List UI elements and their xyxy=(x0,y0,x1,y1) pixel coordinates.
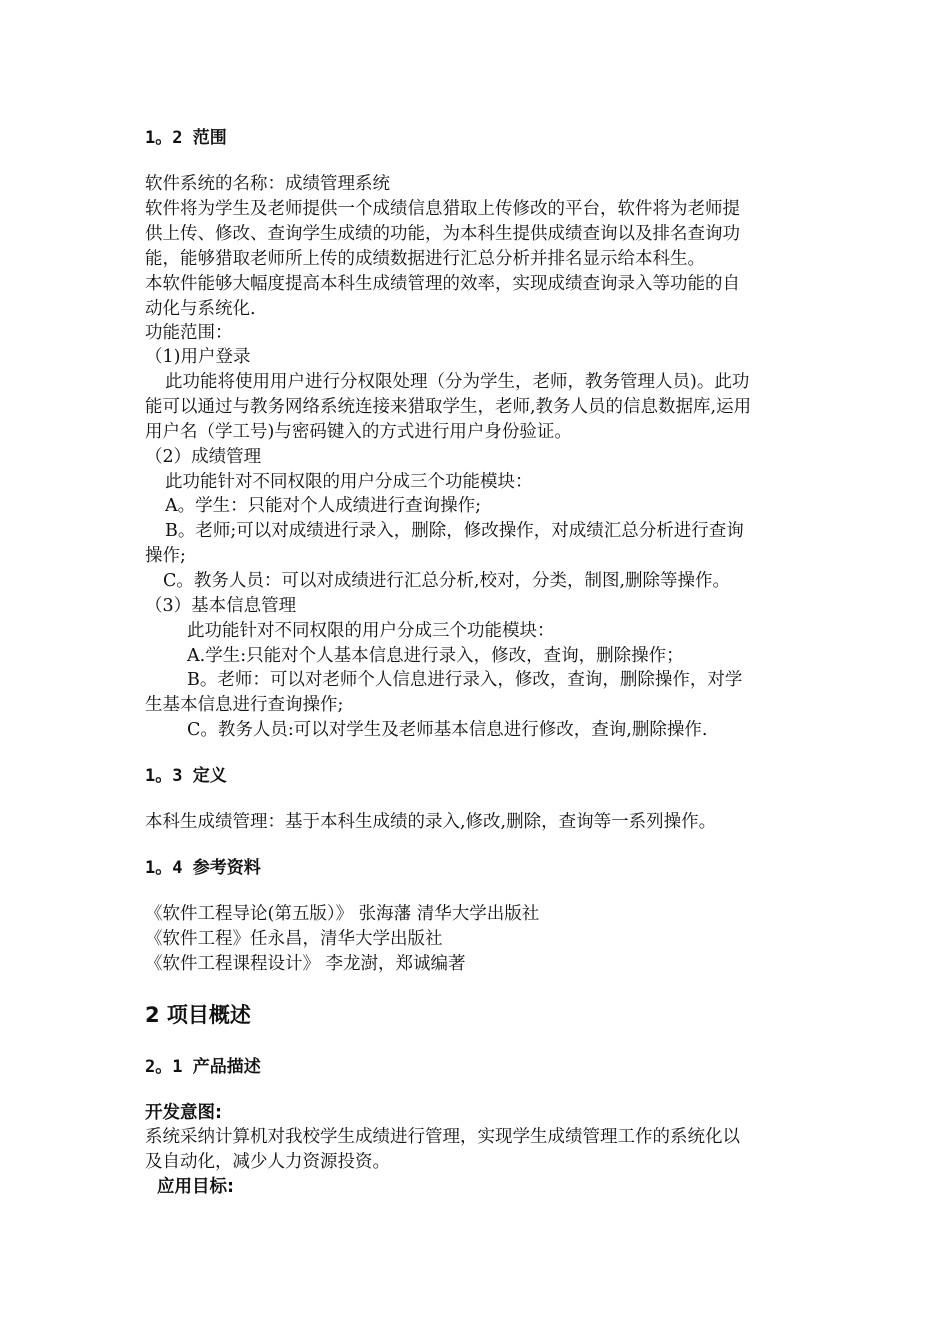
paragraph-line: 此功能将使用用户进行分权限处理（分为学生，老师，教务管理人员)。此功 xyxy=(165,372,750,392)
list-heading: （3）基本信息管理 xyxy=(145,596,297,616)
list-item-continuation: 操作; xyxy=(145,546,186,566)
paragraph-line: 软件将为学生及老师提供一个成绩信息猎取上传修改的平台，软件将为老师提 xyxy=(145,199,740,219)
section-heading-1-3: 1。3 定义 xyxy=(145,766,227,786)
list-heading: （2）成绩管理 xyxy=(145,447,262,467)
list-heading: （1)用户登录 xyxy=(145,347,251,367)
paragraph-line: 本软件能够大幅度提高本科生成绩管理的效率，实现成绩查询录入等功能的自 xyxy=(145,274,740,294)
reference-item: 《软件工程》任永昌，清华大学出版社 xyxy=(145,929,443,949)
section-heading-1-4: 1。4 参考资料 xyxy=(145,858,261,878)
paragraph-line: 此功能针对不同权限的用户分成三个功能模块： xyxy=(165,472,533,492)
paragraph-line: 动化与系统化. xyxy=(145,299,256,319)
section-heading-2-1: 2。1 产品描述 xyxy=(145,1057,261,1077)
paragraph-line: 用户名（学工号)与密码键入的方式进行用户身份验证。 xyxy=(145,422,572,442)
chapter-heading-2: 2 项目概述 xyxy=(145,1003,251,1027)
list-item: A.学生:只能对个人基本信息进行录入，修改，查询，删除操作； xyxy=(187,646,684,666)
paragraph-line: 软件系统的名称：成绩管理系统 xyxy=(145,174,390,194)
reference-item: 《软件工程导论(第五版）》 张海藩 清华大学出版社 xyxy=(145,904,540,924)
section-heading-1-2: 1。2 范围 xyxy=(145,128,227,148)
intent-label: 开发意图: xyxy=(145,1103,222,1123)
list-item: B。老师;可以对成绩进行录入，删除，修改操作，对成绩汇总分析进行查询 xyxy=(165,521,744,541)
paragraph-line: 此功能针对不同权限的用户分成三个功能模块： xyxy=(187,621,555,641)
list-item: C。教务人员:可以对学生及老师基本信息进行修改，查询,删除操作. xyxy=(187,720,708,740)
list-item: C。教务人员：可以对成绩进行汇总分析,校对，分类，制图,删除等操作。 xyxy=(163,571,731,591)
reference-item: 《软件工程课程设计》 李龙澍，郑诚编著 xyxy=(145,954,466,974)
list-item-continuation: 生基本信息进行查询操作; xyxy=(145,695,344,715)
definition-line: 本科生成绩管理：基于本科生成绩的录入,修改,删除，查询等一系列操作。 xyxy=(145,812,717,832)
paragraph-line: 系统采纳计算机对我校学生成绩进行管理，实现学生成绩管理工作的系统化以 xyxy=(145,1127,740,1147)
paragraph-line: 能可以通过与教务网络系统连接来猎取学生，老师,教务人员的信息数据库,运用 xyxy=(145,397,752,417)
paragraph-line: 及自动化，减少人力资源投资。 xyxy=(145,1152,390,1172)
goal-label: 应用目标: xyxy=(157,1177,234,1197)
paragraph-line: 供上传、修改、查询学生成绩的功能，为本科生提供成绩查询以及排名查询功 xyxy=(145,224,740,244)
list-item: B。老师：可以对老师个人信息进行录入，修改，查询，删除操作，对学 xyxy=(187,670,743,690)
paragraph-line: 能，能够猎取老师所上传的成绩数据进行汇总分析并排名显示给本科生。 xyxy=(145,249,705,269)
list-item: A。学生：只能对个人成绩进行查询操作; xyxy=(165,496,482,516)
paragraph-line: 功能范围： xyxy=(145,323,233,343)
